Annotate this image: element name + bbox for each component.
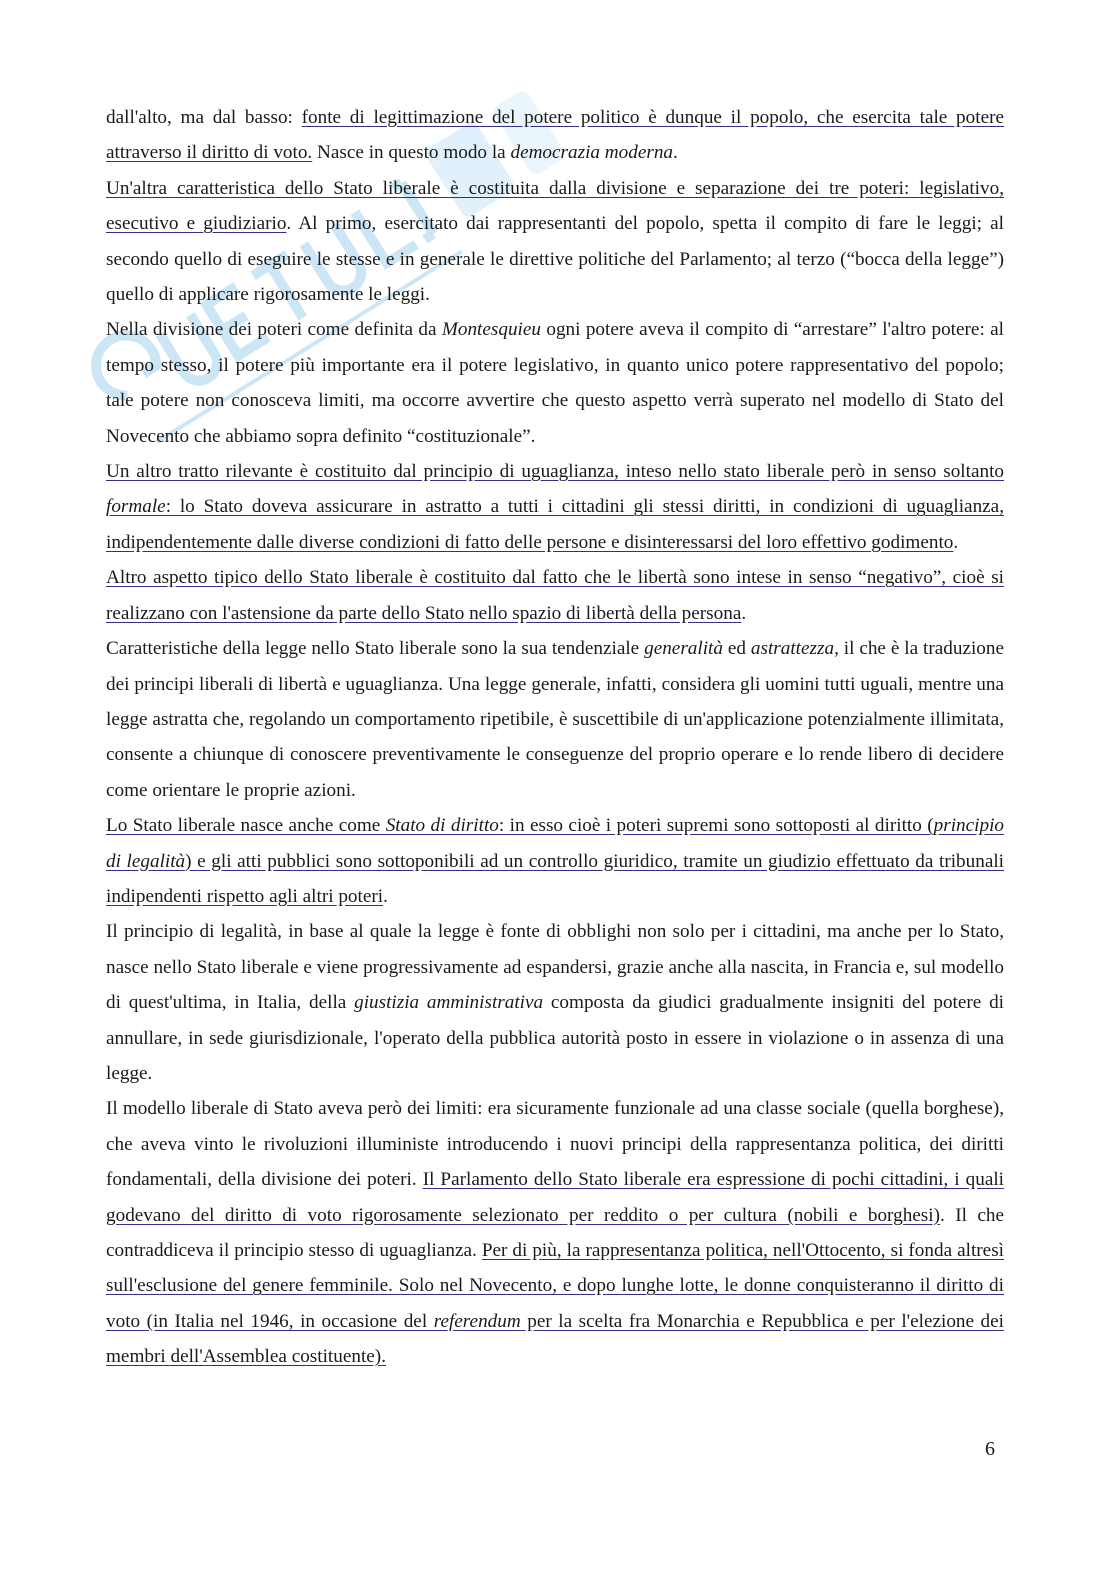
- text-run: dall'alto, ma dal basso:: [106, 107, 302, 128]
- underlined-text: : lo Stato doveva assicurare in astratto a tutti i cittadini gli stessi diritti, in condizioni di uguaglianza, indipendentemente dalle diverse condizioni di fatto delle persone e disinteressarsi del loro effettivo godimento: [106, 496, 1004, 553]
- underlined-text: per la scelta fra Monarchia e Repubblica e per l'elezione dei membri dell'Assemblea costituente).: [106, 1310, 1004, 1368]
- underlined-text: Un altro tratto rilevante è costituito dal principio di uguaglianza, inteso nello stato liberale però in senso soltanto: [106, 461, 1004, 483]
- text-run: .: [741, 602, 747, 624]
- text-run: ogni potere aveva il compito di “arrestare” l'altro potere: al tempo stesso, il potere più importante era il potere legislativo, in quanto unico potere rappresentativo del popolo; tale potere non conosceva limiti, ma occorre avvertire che questo aspetto verrà superato nel modello di Stato del Novecento che abbiamo sopra definito “costituzionale”.: [106, 319, 1004, 447]
- paragraph: [106, 808, 1004, 914]
- underlined-text: Altro aspetto tipico dello Stato liberale è costituito dal fatto che le libertà sono intese in senso “negativo”, cioè si realizzano con l'astensione da parte dello Stato nello spazio di libertà della persona: [106, 567, 1004, 624]
- paragraph: [106, 100, 1004, 171]
- paragraph: [106, 914, 1004, 1091]
- paragraph: [106, 1091, 1004, 1374]
- text-run: , il che è la traduzione dei principi liberali di libertà e uguaglianza. Una legge generale, infatti, considera gli uomini tutti uguali, mentre una legge astratta che, regolando un comportamento ripetibile, è suscettibile di un'applicazione potenzialmente illimitata, consente a chiunque di conoscere preventivamente le conseguenze del proprio operare e lo rende libero di decidere come orientare le proprie azioni.: [106, 638, 1004, 801]
- underlined-text: principio di legalità: [106, 815, 1004, 872]
- text-run: Nasce in questo modo la: [312, 142, 511, 164]
- page-number: 6: [985, 1438, 995, 1460]
- underlined-text: formale: [106, 496, 166, 518]
- italic-text: giustizia amministrativa: [354, 992, 544, 1014]
- paragraph: [106, 631, 1004, 808]
- italic-text: democrazia moderna: [510, 142, 674, 164]
- text-run: composta da giudici gradualmente insigniti del potere di annullare, in sede giurisdizionale, l'operato della pubblica autorità posto in essere in violazione o in assenza di una legge.: [106, 992, 1005, 1084]
- paragraph: [106, 560, 1004, 631]
- text-run: Il modello liberale di Stato aveva però dei limiti: era sicuramente funzionale ad una classe sociale (quella borghese), che aveva vinto le rivoluzioni illuministe introducendo i nuovi principi della rappresentanza politica, dei diritti fondamentali, della divisione dei poteri.: [106, 1098, 1004, 1191]
- underlined-text: referendum: [433, 1310, 521, 1332]
- text-run: ed: [722, 638, 751, 660]
- text-run: . Il che contraddiceva il principio stesso di uguaglianza.: [106, 1204, 1004, 1261]
- paragraph: [106, 171, 1004, 313]
- paragraph: [106, 454, 1004, 560]
- italic-text: generalità: [644, 638, 723, 660]
- italic-text: astrattezza: [750, 638, 835, 660]
- underlined-text: Per di più, la rappresentanza politica, nell'Ottocento, si fonda altresì sull'esclusione del genere femminile. Solo nel Novecento, e dopo lunghe lotte, le donne conquisteranno il diritto di voto (in Italia nel 1946, in occasione del: [106, 1240, 1004, 1332]
- underlined-text: Il Parlamento dello Stato liberale era espressione di pochi cittadini, i quali godevano del diritto di voto rigorosamente selezionato per reddito o per cultura (nobili e borghesi): [106, 1169, 1005, 1226]
- text-run: Il principio di legalità, in base al quale la legge è fonte di obblighi non solo per i cittadini, ma anche per lo Stato, nasce nello Stato liberale e viene progressivamente ad espandersi, grazie anche alla nascita, in Francia e, sul modello di quest'ultima, in Italia, della: [106, 921, 1004, 1014]
- underlined-text: Stato di diritto: [385, 815, 499, 837]
- underlined-text: fonte di legittimazione del potere politico è dunque il popolo, che esercita tale potere attraverso il diritto di voto.: [106, 107, 1004, 164]
- underlined-text: : in esso cioè i poteri supremi sono sottoposti al diritto (: [498, 815, 934, 837]
- text-run: .: [383, 885, 388, 907]
- text-run: Caratteristiche della legge nello Stato liberale sono la sua tendenziale: [106, 638, 645, 660]
- underlined-text: ) e gli atti pubblici sono sottoponibili ad un controllo giuridico, tramite un giudizio effettuato da tribunali indipendenti rispetto agli altri poteri: [106, 850, 1005, 907]
- text-run: Nella divisione dei poteri come definita da: [106, 319, 442, 341]
- text-run: . Al primo, esercitato dai rappresentanti del popolo, spetta il compito di fare le leggi; al secondo quello di eseguire le stesse e in generale le direttive politiche del Parlamento; al terzo (“bocca della legge”) quello di applicare rigorosamente le leggi.: [106, 213, 1004, 306]
- italic-text: Montesquieu: [441, 319, 541, 341]
- page-body: [106, 100, 1004, 1375]
- underlined-text: Lo Stato liberale nasce anche come: [106, 815, 386, 837]
- paragraph: [106, 312, 1004, 454]
- text-run: .: [953, 531, 959, 553]
- underlined-text: Un'altra caratteristica dello Stato liberale è costituita dalla divisione e separazione dei tre poteri: legislativo, esecutivo e giudiziario: [106, 177, 1004, 235]
- text-run: .: [673, 142, 678, 164]
